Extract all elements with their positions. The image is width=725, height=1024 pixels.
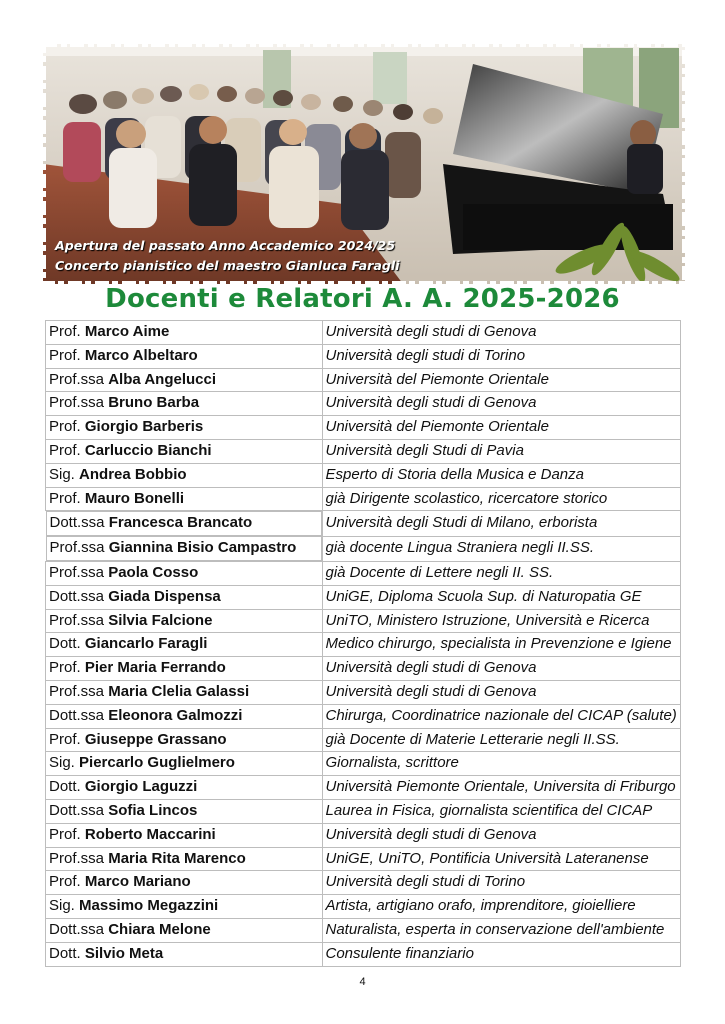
person-title: Sig. <box>49 754 75 772</box>
table-row <box>46 344 681 368</box>
affiliation-cell: UniTO, Ministero Istruzione, Università e Ricerca <box>322 609 681 633</box>
affiliation-cell: UniGE, UniTO, Pontificia Università Lateranense <box>322 847 681 871</box>
affiliation-cell: Artista, artigiano orafo, imprenditore, gioielliere <box>322 895 681 919</box>
person-name: Chiara Melone <box>108 920 211 938</box>
person-name: Giorgio Barberis <box>84 418 204 436</box>
person-name: Giannina Bisio Campastro <box>108 539 297 557</box>
person-title: Prof. <box>49 489 81 507</box>
person-title: Dott.ssa <box>49 920 105 938</box>
person-name: Massimo Megazzini <box>79 897 219 915</box>
person-title: Prof. <box>49 418 81 436</box>
affiliation-cell: già Dirigente scolastico, ricercatore storico <box>322 487 681 511</box>
person-title: Prof.ssa <box>49 563 105 581</box>
person-name: Bruno Barba <box>108 394 200 412</box>
person-title: Prof. <box>49 659 81 677</box>
person-title: Dott. <box>49 944 81 962</box>
affiliation-cell: Università degli Studi di Pavia <box>322 439 681 463</box>
person-name: Carluccio Bianchi <box>84 441 212 459</box>
person-name: Pier Maria Ferrando <box>84 659 226 677</box>
table-row <box>46 633 681 657</box>
person-name: Silvia Falcione <box>108 611 213 629</box>
person-cell <box>46 511 322 536</box>
affiliation-cell: Università Piemonte Orientale, Universita di Friburgo <box>322 776 681 800</box>
person-title: Prof.ssa <box>49 539 105 557</box>
person-cell <box>46 561 323 585</box>
table-row <box>46 680 681 704</box>
table-row <box>46 511 681 536</box>
person-name: Mauro Bonelli <box>84 489 185 507</box>
table-row <box>46 871 681 895</box>
page-title: Docenti e Relatori A. A. 2025-2026 <box>105 284 620 314</box>
page-number: 4 <box>359 976 366 988</box>
photo-caption-line2: Concerto pianistico del maestro Gianluca Faragli <box>55 258 400 273</box>
affiliation-cell: Università del Piemonte Orientale <box>322 368 681 392</box>
affiliation-cell: Università degli studi di Genova <box>322 392 681 416</box>
table-row <box>46 799 681 823</box>
table-row <box>46 439 681 463</box>
table-row <box>46 776 681 800</box>
person-name: Marco Mariano <box>84 873 191 891</box>
table-row <box>46 752 681 776</box>
person-cell <box>46 752 323 776</box>
affiliation-cell: Giornalista, scrittore <box>322 752 681 776</box>
table-row <box>46 942 681 966</box>
person-name: Marco Aime <box>84 323 170 340</box>
person-title: Prof.ssa <box>49 611 105 629</box>
person-cell <box>46 657 323 681</box>
person-name: Sofia Lincos <box>108 801 198 819</box>
person-title: Dott. <box>49 635 81 653</box>
person-cell <box>46 799 323 823</box>
person-cell <box>46 609 323 633</box>
person-title: Dott.ssa <box>49 801 105 819</box>
person-cell <box>46 895 323 919</box>
person-title: Prof.ssa <box>49 849 105 867</box>
faculty-table <box>45 320 681 967</box>
table-row <box>46 585 681 609</box>
person-cell <box>46 487 323 511</box>
affiliation-cell: Università del Piemonte Orientale <box>322 416 681 440</box>
person-cell <box>46 463 323 487</box>
person-title: Sig. <box>49 465 75 483</box>
affiliation-cell: Chirurga, Coordinatrice nazionale del CICAP (salute) <box>322 704 681 728</box>
person-title: Prof.ssa <box>49 394 105 412</box>
person-name: Marco Albeltaro <box>84 346 198 364</box>
table-row <box>46 847 681 871</box>
person-cell <box>46 368 323 392</box>
faculty-table-body <box>46 321 681 967</box>
person-title: Prof.ssa <box>49 682 105 700</box>
person-title: Prof.ssa <box>49 370 105 388</box>
person-name: Roberto Maccarini <box>84 825 216 843</box>
person-title: Dott.ssa <box>49 514 105 532</box>
person-name: Silvio Meta <box>84 944 164 962</box>
person-title: Prof. <box>49 825 81 843</box>
person-cell <box>46 585 323 609</box>
person-title: Prof. <box>49 323 81 340</box>
table-row <box>46 561 681 585</box>
person-name: Maria Rita Marenco <box>108 849 246 867</box>
person-cell <box>46 847 323 871</box>
person-cell <box>46 439 323 463</box>
affiliation-cell: Università degli Studi di Milano, erborista <box>322 511 681 536</box>
table-row <box>46 609 681 633</box>
affiliation-cell: già Docente di Lettere negli II. SS. <box>322 561 681 585</box>
person-title: Dott.ssa <box>49 587 105 605</box>
person-cell <box>46 633 323 657</box>
concert-photo <box>43 44 685 284</box>
table-row <box>46 416 681 440</box>
table-row <box>46 895 681 919</box>
person-cell <box>46 942 323 966</box>
person-name: Giorgio Laguzzi <box>84 778 198 796</box>
person-title: Sig. <box>49 897 75 915</box>
person-cell <box>46 871 323 895</box>
affiliation-cell: già docente Lingua Straniera negli II.SS. <box>322 536 681 561</box>
affiliation-cell: Consulente finanziario <box>322 942 681 966</box>
person-title: Prof. <box>49 346 81 364</box>
person-title: Dott.ssa <box>49 706 105 724</box>
table-row <box>46 487 681 511</box>
table-row <box>46 657 681 681</box>
person-name: Francesca Brancato <box>108 514 253 532</box>
affiliation-cell: Università degli studi di Genova <box>322 680 681 704</box>
person-cell <box>46 823 323 847</box>
person-name: Paola Cosso <box>108 563 199 581</box>
person-cell <box>46 536 322 561</box>
affiliation-cell: già Docente di Materie Letterarie negli II.SS. <box>322 728 681 752</box>
person-name: Andrea Bobbio <box>79 465 187 483</box>
person-name: Eleonora Galmozzi <box>108 706 243 724</box>
person-cell <box>46 680 323 704</box>
table-row <box>46 321 681 345</box>
person-title: Prof. <box>49 873 81 891</box>
affiliation-cell: Università degli studi di Torino <box>322 344 681 368</box>
affiliation-cell: Università degli studi di Genova <box>322 657 681 681</box>
table-row <box>46 728 681 752</box>
person-title: Dott. <box>49 778 81 796</box>
person-cell <box>46 728 323 752</box>
affiliation-cell: Università degli studi di Genova <box>322 321 681 345</box>
affiliation-cell: Esperto di Storia della Musica e Danza <box>322 463 681 487</box>
affiliation-cell: Medico chirurgo, specialista in Prevenzione e Igiene <box>322 633 681 657</box>
person-name: Giancarlo Faragli <box>84 635 208 653</box>
affiliation-cell: Università degli studi di Torino <box>322 871 681 895</box>
person-cell <box>46 392 323 416</box>
person-cell <box>46 918 323 942</box>
person-name: Alba Angelucci <box>108 370 217 388</box>
affiliation-cell: UniGE, Diploma Scuola Sup. di Naturopatia GE <box>322 585 681 609</box>
photo-caption-line1: Apertura del passato Anno Accademico 2024/25 <box>55 238 396 253</box>
affiliation-cell: Università degli studi di Genova <box>322 823 681 847</box>
table-row <box>46 463 681 487</box>
person-cell <box>46 704 323 728</box>
person-title: Prof. <box>49 730 81 748</box>
person-name: Maria Clelia Galassi <box>108 682 250 700</box>
person-name: Giada Dispensa <box>108 587 221 605</box>
affiliation-cell: Laurea in Fisica, giornalista scientifica del CICAP <box>322 799 681 823</box>
person-name: Piercarlo Guglielmero <box>79 754 235 772</box>
person-title: Prof. <box>49 441 81 459</box>
person-cell <box>46 321 323 345</box>
table-row <box>46 368 681 392</box>
table-row <box>46 704 681 728</box>
table-row <box>46 536 681 561</box>
person-cell <box>46 776 323 800</box>
table-row <box>46 392 681 416</box>
person-cell <box>46 344 323 368</box>
table-row <box>46 918 681 942</box>
person-cell <box>46 416 323 440</box>
person-name: Giuseppe Grassano <box>84 730 227 748</box>
affiliation-cell: Naturalista, esperta in conservazione dell'ambiente <box>322 918 681 942</box>
table-row <box>46 823 681 847</box>
